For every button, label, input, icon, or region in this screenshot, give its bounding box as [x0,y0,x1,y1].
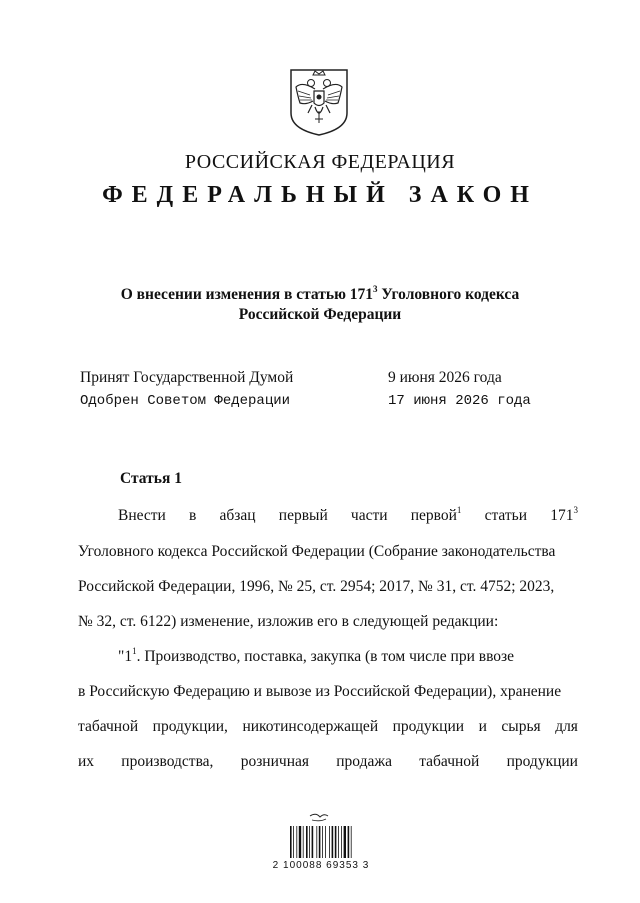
law-title [60,285,580,325]
word: их [78,753,95,770]
barcode-bar [303,826,304,858]
article-text-line-5: "$1^1$. Производство, поставка, закупка (в том числе при ввозе [118,645,515,665]
barcode-bar [322,826,323,858]
word: для [555,718,578,735]
word: $171^3$ [550,504,578,524]
barcode-bar [299,826,301,858]
barcode-bar [296,826,297,858]
article-text-line-8 [78,753,578,771]
council-approval-date: 17 июня 2026 года [388,393,531,409]
council-approval-label: Одобрен Советом Федерации [80,393,291,409]
document-type-title: ФЕДЕРАЛЬНЫЙ ЗАКОН [102,182,538,208]
article-text-line-1 [118,504,578,525]
word: табачной [419,753,480,770]
barcode-bar [348,826,350,858]
barcode-bar [312,826,314,858]
word: первой$^1$ [410,504,462,524]
barcode-bar [309,826,310,858]
word: продукции [506,753,578,770]
word: статьи [484,507,528,524]
word: абзац [219,507,256,524]
barcode-bar [290,826,292,858]
word: розничная [240,753,309,770]
word: производства, [121,753,214,770]
word: части [350,507,388,524]
article-text-line-2: Уголовного кодекса Российской Федерации (Собрание законодательства [78,543,556,560]
word: табачной [78,718,139,735]
country-name: РОССИЙСКАЯ ФЕДЕРАЦИЯ [184,151,456,173]
word: продажа [336,753,392,770]
barcode-bar [341,826,342,858]
word: продукции, [152,718,228,735]
barcode-bar [329,826,330,858]
article-text-line-6: в Российскую Федерацию и вывозе из Российской Федерации), хранение [78,683,562,700]
barcode-bar [335,826,337,858]
russian-coat-of-arms-icon [286,67,352,137]
barcode-bar [338,826,339,858]
word: в [189,507,197,524]
word: первый [278,507,328,524]
law-title-line-1: О внесении изменения в статью $171^3$ Уголовного кодекса [120,283,520,303]
word: продукции [392,718,465,735]
article-text-line-4: № 32, ст. 6122) изменение, изложив его в следующей редакции: [78,613,499,630]
barcode-bar [344,826,346,858]
article-text-line-7 [78,718,578,736]
barcode-bar [306,826,308,858]
barcode-bar [351,826,352,858]
article-text-line-3: Российской Федерации, 1996, № 25, ст. 2954; 2017, № 31, ст. 4752; 2023, [78,578,555,595]
barcode-bar [319,826,321,858]
word: и [478,718,487,735]
barcode-bar [325,826,326,858]
duma-adoption-label: Принят Государственной Думой [80,369,294,386]
word: никотинсодержащей [242,718,379,735]
law-title-line-2: Российской Федерации [238,306,402,323]
barcode-bar [293,826,294,858]
barcode-bar [316,826,317,858]
word: Внести [118,507,166,524]
barcode-number: 2 100088 69353 3 [272,860,370,871]
article-heading: Статья 1 [120,470,182,487]
barcode-bar [332,826,334,858]
word: сырья [501,718,541,735]
duma-adoption-date: 9 июня 2026 года [388,369,502,386]
